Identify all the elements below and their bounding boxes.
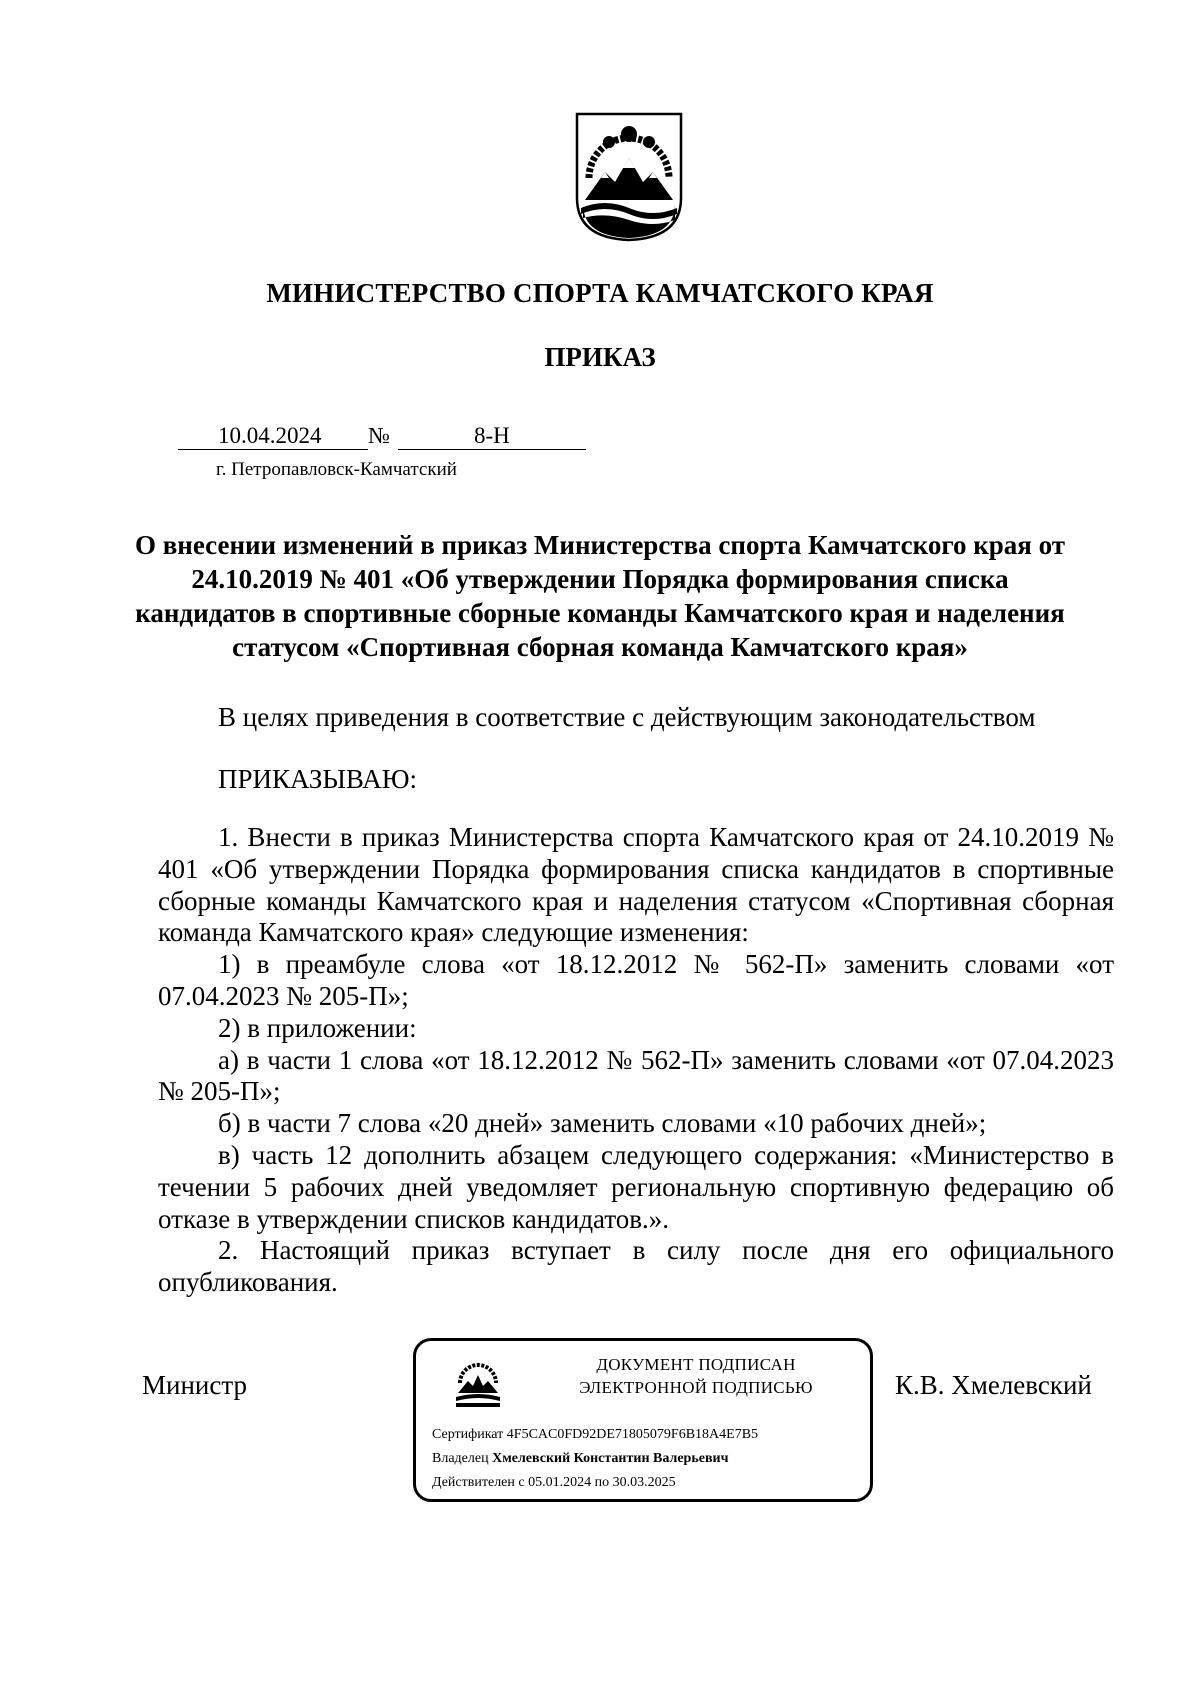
place: г. Петропавловск-Камчатский bbox=[216, 459, 457, 480]
number-label: № bbox=[368, 423, 390, 448]
body-paragraph: б) в части 7 слова «20 дней» заменить словами «10 рабочих дней»; bbox=[218, 1108, 987, 1139]
stamp-heading-line: ДОКУМЕНТ ПОДПИСАН bbox=[596, 1355, 796, 1374]
body-paragraph: 1. Внести в приказ Министерства спорта Камчатского края от 24.10.2019 № 401 «Об утверждении Порядка формирования списка кандидатов в спортивные сборные команды Камчатского края и наделения статусом «Спортивная сборная команда Камчатского края» следующие изменения: bbox=[158, 822, 1114, 948]
order-date: 10.04.2024 bbox=[218, 423, 322, 448]
valid-to-label: по bbox=[594, 1475, 610, 1490]
body-paragraph: а) в части 1 слова «от 18.12.2012 № 562-П» заменить словами «от 07.04.2023 № 205-П»; bbox=[158, 1044, 1114, 1107]
order-title: О внесении изменений в приказ Министерства спорта Камчатского края от 24.10.2019 № 401 «Об утверждении Порядка формирования списка кандидатов в спортивные сборные команды Камчатского края и наделения статусом «Спортивная сборная команда Камчатского края» bbox=[134, 530, 1066, 662]
ministry-name: МИНИСТЕРСТВО СПОРТА КАМЧАТСКОГО КРАЯ bbox=[266, 278, 934, 308]
order-body bbox=[158, 822, 1114, 1299]
stamp-certificate bbox=[432, 1427, 758, 1443]
valid-to: 30.03.2025 bbox=[612, 1475, 676, 1490]
stamp-owner bbox=[432, 1451, 728, 1467]
stamp-validity bbox=[432, 1475, 676, 1491]
stamp-emblem-icon bbox=[452, 1361, 504, 1409]
owner-value: Хмелевский Константин Валерьевич bbox=[492, 1451, 729, 1466]
body-paragraph: 2) в приложении: bbox=[218, 1012, 417, 1043]
stamp-heading-line: ЭЛЕКТРОННОЙ ПОДПИСЬЮ bbox=[579, 1378, 813, 1397]
stamp-heading bbox=[536, 1353, 856, 1399]
valid-from: 05.01.2024 bbox=[528, 1475, 592, 1490]
signatory-name: К.В. Хмелевский bbox=[895, 1370, 1092, 1400]
order-word: ПРИКАЗЫВАЮ: bbox=[218, 764, 417, 794]
body-paragraph: 2. Настоящий приказ вступает в силу после дня его официального опубликования. bbox=[158, 1235, 1114, 1298]
body-paragraph: в) часть 12 дополнить абзацем следующего содержания: «Министерство в течении 5 рабочих дней уведомляет региональную спортивную федерацию об отказе в утверждении списков кандидатов.». bbox=[158, 1139, 1114, 1234]
document-type: ПРИКАЗ bbox=[544, 342, 656, 372]
date-underline bbox=[178, 449, 368, 450]
electronic-signature-stamp bbox=[413, 1338, 873, 1502]
signatory-position: Министр bbox=[142, 1370, 247, 1400]
number-underline bbox=[398, 449, 586, 450]
owner-label: Владелец bbox=[432, 1451, 489, 1466]
certificate-value: 4F5CAC0FD92DE71805079F6B18A4E7B5 bbox=[506, 1427, 759, 1442]
certificate-label: Сертификат bbox=[432, 1427, 504, 1442]
valid-from-label: Действителен с bbox=[432, 1475, 525, 1490]
order-number: 8-Н bbox=[474, 423, 510, 448]
body-paragraph: 1) в преамбуле слова «от 18.12.2012 № 562-П» заменить словами «от 07.04.2023 № 205-П»; bbox=[158, 949, 1114, 1011]
kamchatka-coat-of-arms-icon bbox=[575, 112, 683, 242]
preamble: В целях приведения в соответствие с действующим законодательством bbox=[218, 702, 1036, 732]
